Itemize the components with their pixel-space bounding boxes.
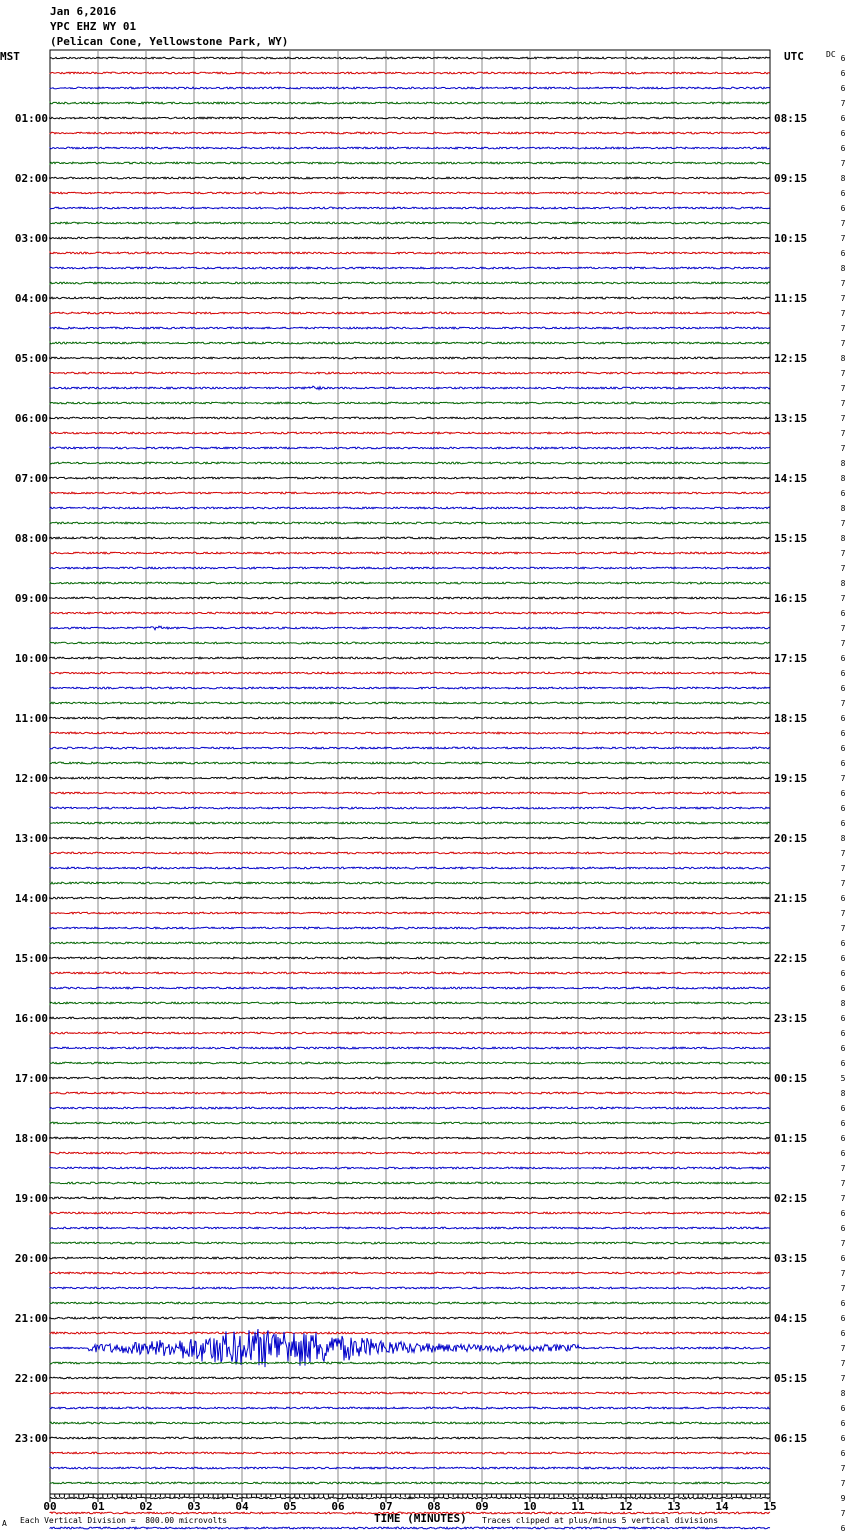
seismic-trace bbox=[50, 1242, 770, 1244]
dc-offset-label: 7 bbox=[840, 1464, 846, 1473]
dc-offset-label: 6 bbox=[840, 1209, 846, 1218]
hour-label-utc: 13:15 bbox=[774, 412, 808, 425]
hour-label-mst: 22:00 bbox=[14, 1372, 48, 1385]
seismic-trace bbox=[50, 267, 770, 269]
dc-offset-label: 6 bbox=[840, 129, 846, 138]
dc-offset-label: 6 bbox=[840, 759, 846, 768]
seismic-trace bbox=[50, 582, 770, 584]
hour-label-utc: 19:15 bbox=[774, 772, 808, 785]
dc-offset-label: 6 bbox=[840, 1104, 846, 1113]
hour-label-mst: 14:00 bbox=[14, 892, 48, 905]
hour-label-utc: 04:15 bbox=[774, 1312, 808, 1325]
seismic-trace bbox=[50, 1227, 770, 1229]
dc-offset-label: 6 bbox=[840, 714, 846, 723]
dc-offset-label: 6 bbox=[840, 684, 846, 693]
dc-offset-label: 7 bbox=[840, 414, 846, 423]
seismic-trace bbox=[50, 1377, 770, 1379]
dc-offset-label: 6 bbox=[840, 489, 846, 498]
seismic-trace bbox=[50, 342, 770, 344]
seismic-trace bbox=[50, 626, 770, 630]
seismic-trace bbox=[50, 1167, 770, 1169]
seismic-trace bbox=[50, 867, 770, 869]
seismic-trace bbox=[50, 1317, 770, 1319]
hour-label-mst: 02:00 bbox=[14, 172, 48, 185]
right-timezone-label: UTC bbox=[784, 50, 804, 63]
dc-offset-label: 7 bbox=[840, 1284, 846, 1293]
dc-offset-label: 6 bbox=[840, 249, 846, 258]
dc-offset-label: 7 bbox=[840, 594, 846, 603]
dc-offset-label: 8 bbox=[840, 1389, 846, 1398]
seismic-trace bbox=[50, 1302, 770, 1304]
seismic-trace bbox=[50, 222, 770, 224]
dc-offset-label: 7 bbox=[840, 639, 846, 648]
hour-label-mst: 20:00 bbox=[14, 1252, 48, 1265]
seismic-trace bbox=[50, 297, 770, 299]
seismic-trace bbox=[50, 1287, 770, 1289]
dc-offset-label: 7 bbox=[840, 879, 846, 888]
seismic-trace bbox=[50, 942, 770, 944]
dc-offset-label: 6 bbox=[840, 1434, 846, 1443]
dc-offset-label: 6 bbox=[840, 819, 846, 828]
header-location: (Pelican Cone, Yellowstone Park, WY) bbox=[50, 35, 289, 48]
seismic-trace bbox=[50, 1077, 770, 1079]
dc-offset-label: 6 bbox=[840, 1404, 846, 1413]
dc-offset-label: 8 bbox=[840, 534, 846, 543]
hour-label-mst: 08:00 bbox=[14, 532, 48, 545]
dc-offset-label: 6 bbox=[840, 609, 846, 618]
dc-offset-label: 6 bbox=[840, 804, 846, 813]
dc-offset-label: 6 bbox=[840, 1029, 846, 1038]
hour-label-mst: 05:00 bbox=[14, 352, 48, 365]
seismic-trace bbox=[50, 1152, 770, 1154]
hour-label-utc: 05:15 bbox=[774, 1372, 808, 1385]
dc-offset-label: 7 bbox=[840, 849, 846, 858]
dc-offset-label: 6 bbox=[840, 144, 846, 153]
x-tick-label: 06 bbox=[331, 1500, 345, 1513]
dc-offset-label: 6 bbox=[840, 669, 846, 678]
dc-offset-label: 7 bbox=[840, 1359, 846, 1368]
hour-label-mst: 17:00 bbox=[14, 1072, 48, 1085]
hour-label-utc: 06:15 bbox=[774, 1432, 808, 1445]
seismic-trace bbox=[50, 162, 770, 164]
hour-label-mst: 10:00 bbox=[14, 652, 48, 665]
dc-offset-label: 6 bbox=[840, 729, 846, 738]
dc-offset-label: 6 bbox=[840, 969, 846, 978]
seismic-trace bbox=[50, 687, 770, 689]
seismic-trace bbox=[50, 1032, 770, 1034]
dc-offset-label: 6 bbox=[840, 1059, 846, 1068]
hour-label-mst: 11:00 bbox=[14, 712, 48, 725]
seismic-trace bbox=[50, 537, 770, 539]
seismic-trace bbox=[50, 1002, 770, 1004]
seismic-trace bbox=[50, 282, 770, 284]
hour-label-utc: 16:15 bbox=[774, 592, 808, 605]
x-tick-label: 13 bbox=[667, 1500, 681, 1513]
seismic-trace bbox=[50, 1062, 770, 1064]
hour-label-mst: 23:00 bbox=[14, 1432, 48, 1445]
hour-label-mst: 12:00 bbox=[14, 772, 48, 785]
hour-label-utc: 08:15 bbox=[774, 112, 808, 125]
header-station: YPC EHZ WY 01 bbox=[50, 20, 137, 33]
seismic-trace bbox=[50, 1332, 770, 1334]
dc-offset-label: 7 bbox=[840, 864, 846, 873]
dc-offset-label: 7 bbox=[840, 1509, 846, 1518]
dc-offset-label: 6 bbox=[840, 1314, 846, 1323]
seismic-trace bbox=[50, 132, 770, 134]
hour-label-utc: 15:15 bbox=[774, 532, 808, 545]
dc-offset-label: 7 bbox=[840, 429, 846, 438]
dc-offset-label: 6 bbox=[840, 54, 846, 63]
seismic-trace bbox=[50, 477, 770, 479]
seismic-trace bbox=[50, 252, 770, 254]
hour-label-mst: 16:00 bbox=[14, 1012, 48, 1025]
x-tick-label: 03 bbox=[187, 1500, 201, 1513]
seismic-trace bbox=[50, 897, 770, 899]
dc-offset-label: 7 bbox=[840, 339, 846, 348]
seismic-trace bbox=[50, 1047, 770, 1049]
seismic-trace bbox=[50, 1107, 770, 1109]
dc-offset-label: 7 bbox=[840, 564, 846, 573]
seismic-trace bbox=[50, 492, 770, 494]
dc-offset-label: 7 bbox=[840, 909, 846, 918]
x-tick-label: 05 bbox=[283, 1500, 297, 1513]
hour-label-utc: 10:15 bbox=[774, 232, 808, 245]
hour-label-mst: 21:00 bbox=[14, 1312, 48, 1325]
dc-offset-label: 8 bbox=[840, 174, 846, 183]
seismic-trace bbox=[50, 312, 770, 314]
dc-offset-label: 6 bbox=[840, 654, 846, 663]
seismic-trace bbox=[50, 1329, 770, 1367]
dc-offset-label: 7 bbox=[840, 774, 846, 783]
dc-offset-label: 6 bbox=[840, 1299, 846, 1308]
hour-label-utc: 12:15 bbox=[774, 352, 808, 365]
seismic-trace bbox=[50, 1392, 770, 1394]
hour-label-utc: 03:15 bbox=[774, 1252, 808, 1265]
dc-offset-label: 5 bbox=[840, 1074, 846, 1083]
hour-label-utc: 02:15 bbox=[774, 1192, 808, 1205]
dc-offset-label: 6 bbox=[840, 744, 846, 753]
corner-mark: A bbox=[2, 1519, 7, 1528]
hour-label-mst: 15:00 bbox=[14, 952, 48, 965]
hour-label-mst: 13:00 bbox=[14, 832, 48, 845]
seismic-trace bbox=[50, 327, 770, 329]
seismic-trace bbox=[50, 762, 770, 764]
dc-offset-label: 7 bbox=[840, 1239, 846, 1248]
dc-label: DC bbox=[826, 50, 836, 59]
dc-offset-label: 7 bbox=[840, 369, 846, 378]
hour-label-mst: 07:00 bbox=[14, 472, 48, 485]
dc-offset-label: 6 bbox=[840, 1149, 846, 1158]
hour-label-utc: 22:15 bbox=[774, 952, 808, 965]
seismic-trace bbox=[50, 642, 770, 644]
seismic-trace bbox=[50, 102, 770, 104]
seismic-trace bbox=[50, 657, 770, 659]
hour-label-mst: 04:00 bbox=[14, 292, 48, 305]
dc-offset-label: 7 bbox=[840, 324, 846, 333]
dc-offset-label: 8 bbox=[840, 264, 846, 273]
seismic-trace bbox=[50, 552, 770, 554]
seismic-trace bbox=[50, 1362, 770, 1364]
dc-offset-label: 6 bbox=[840, 84, 846, 93]
seismic-trace bbox=[50, 237, 770, 239]
x-tick-label: 10 bbox=[523, 1500, 537, 1513]
dc-offset-label: 7 bbox=[840, 309, 846, 318]
dc-offset-label: 6 bbox=[840, 1524, 846, 1533]
seismic-trace bbox=[50, 837, 770, 839]
hour-label-utc: 09:15 bbox=[774, 172, 808, 185]
hour-label-mst: 18:00 bbox=[14, 1132, 48, 1145]
seismic-trace bbox=[50, 117, 770, 119]
dc-offset-label: 6 bbox=[840, 1254, 846, 1263]
x-tick-label: 14 bbox=[715, 1500, 729, 1513]
seismic-trace bbox=[50, 672, 770, 674]
seismic-trace bbox=[50, 147, 770, 149]
dc-offset-label: 6 bbox=[840, 954, 846, 963]
dc-offset-label: 7 bbox=[840, 1269, 846, 1278]
dc-offset-label: 6 bbox=[840, 984, 846, 993]
seismic-trace bbox=[50, 1257, 770, 1259]
dc-offset-label: 7 bbox=[840, 279, 846, 288]
dc-offset-label: 8 bbox=[840, 834, 846, 843]
seismic-trace bbox=[50, 1197, 770, 1199]
dc-offset-label: 6 bbox=[840, 1014, 846, 1023]
dc-offset-label: 7 bbox=[840, 1479, 846, 1488]
hour-label-mst: 09:00 bbox=[14, 592, 48, 605]
dc-offset-label: 6 bbox=[840, 1224, 846, 1233]
dc-offset-label: 7 bbox=[840, 294, 846, 303]
seismic-trace bbox=[50, 372, 770, 374]
seismic-trace bbox=[50, 87, 770, 89]
seismic-trace bbox=[50, 402, 770, 404]
dc-offset-label: 6 bbox=[840, 1419, 846, 1428]
seismic-trace bbox=[50, 386, 770, 389]
x-tick-label: 12 bbox=[619, 1500, 633, 1513]
seismic-trace bbox=[50, 1122, 770, 1124]
x-tick-label: 07 bbox=[379, 1500, 393, 1513]
seismic-trace bbox=[50, 927, 770, 929]
dc-offset-label: 8 bbox=[840, 1089, 846, 1098]
dc-offset-label: 8 bbox=[840, 354, 846, 363]
dc-offset-label: 7 bbox=[840, 1179, 846, 1188]
header-date: Jan 6,2016 bbox=[50, 5, 117, 18]
dc-offset-label: 8 bbox=[840, 579, 846, 588]
x-tick-label: 02 bbox=[139, 1500, 153, 1513]
seismic-trace bbox=[50, 1527, 770, 1529]
seismic-trace bbox=[50, 597, 770, 599]
clip-note: Traces clipped at plus/minus 5 vertical divisions bbox=[482, 1516, 719, 1525]
dc-offset-label: 7 bbox=[840, 1344, 846, 1353]
dc-offset-label: 6 bbox=[840, 1044, 846, 1053]
x-tick-label: 15 bbox=[763, 1500, 777, 1513]
dc-offset-label: 6 bbox=[840, 894, 846, 903]
dc-offset-label: 6 bbox=[840, 1119, 846, 1128]
seismic-trace bbox=[50, 567, 770, 569]
dc-offset-label: 6 bbox=[840, 189, 846, 198]
seismic-trace bbox=[50, 1422, 770, 1424]
x-tick-label: 08 bbox=[427, 1500, 441, 1513]
x-tick-label: 00 bbox=[43, 1500, 57, 1513]
seismic-trace bbox=[50, 1272, 770, 1274]
seismic-trace bbox=[50, 972, 770, 974]
seismic-trace bbox=[50, 522, 770, 524]
dc-offset-label: 6 bbox=[840, 114, 846, 123]
hour-label-mst: 03:00 bbox=[14, 232, 48, 245]
seismic-trace bbox=[50, 732, 770, 734]
seismic-trace bbox=[50, 612, 770, 614]
dc-offset-label: 7 bbox=[840, 519, 846, 528]
seismic-trace bbox=[50, 1407, 770, 1409]
hour-label-mst: 19:00 bbox=[14, 1192, 48, 1205]
seismic-trace bbox=[50, 192, 770, 194]
x-axis-label: TIME (MINUTES) bbox=[374, 1512, 467, 1525]
seismic-trace bbox=[50, 207, 770, 209]
seismic-trace bbox=[50, 357, 770, 359]
seismic-trace bbox=[50, 1467, 770, 1469]
seismic-trace bbox=[50, 747, 770, 749]
dc-offset-label: 7 bbox=[840, 159, 846, 168]
seismic-trace bbox=[50, 57, 770, 59]
hour-label-utc: 14:15 bbox=[774, 472, 808, 485]
dc-offset-label: 7 bbox=[840, 384, 846, 393]
seismic-trace bbox=[50, 1017, 770, 1019]
seismic-trace bbox=[50, 852, 770, 854]
dc-offset-label: 7 bbox=[840, 624, 846, 633]
seismic-trace bbox=[50, 1092, 770, 1094]
scale-note: Each Vertical Division = 800.00 microvolts bbox=[20, 1516, 228, 1525]
seismic-trace bbox=[50, 177, 770, 179]
seismic-trace bbox=[50, 417, 770, 419]
seismic-trace bbox=[50, 1182, 770, 1184]
dc-offset-label: 9 bbox=[840, 1494, 846, 1503]
dc-offset-label: 7 bbox=[840, 699, 846, 708]
seismic-trace bbox=[50, 1137, 770, 1139]
dc-offset-label: 6 bbox=[840, 69, 846, 78]
dc-offset-label: 8 bbox=[840, 999, 846, 1008]
hour-label-utc: 20:15 bbox=[774, 832, 808, 845]
dc-offset-label: 7 bbox=[840, 1374, 846, 1383]
seismic-trace bbox=[50, 957, 770, 959]
hour-label-utc: 11:15 bbox=[774, 292, 808, 305]
seismic-trace bbox=[50, 807, 770, 809]
dc-offset-label: 7 bbox=[840, 234, 846, 243]
dc-offset-label: 6 bbox=[840, 1134, 846, 1143]
x-tick-label: 04 bbox=[235, 1500, 249, 1513]
seismic-trace bbox=[50, 717, 770, 719]
dc-offset-label: 7 bbox=[840, 549, 846, 558]
seismic-trace bbox=[50, 72, 770, 74]
seismic-trace bbox=[50, 912, 770, 914]
dc-offset-label: 7 bbox=[840, 444, 846, 453]
dc-offset-label: 6 bbox=[840, 204, 846, 213]
dc-offset-label: 7 bbox=[840, 924, 846, 933]
seismic-trace bbox=[50, 1212, 770, 1214]
seismic-trace bbox=[50, 1437, 770, 1439]
seismic-trace bbox=[50, 777, 770, 779]
dc-offset-label: 8 bbox=[840, 459, 846, 468]
dc-offset-label: 7 bbox=[840, 219, 846, 228]
seismic-trace bbox=[50, 462, 770, 464]
hour-label-utc: 21:15 bbox=[774, 892, 808, 905]
dc-offset-label: 8 bbox=[840, 474, 846, 483]
seismic-trace bbox=[50, 822, 770, 824]
x-tick-label: 09 bbox=[475, 1500, 489, 1513]
seismic-trace bbox=[50, 1452, 770, 1454]
dc-offset-label: 6 bbox=[840, 939, 846, 948]
x-tick-label: 11 bbox=[571, 1500, 585, 1513]
dc-offset-label: 7 bbox=[840, 1194, 846, 1203]
x-tick-label: 01 bbox=[91, 1500, 105, 1513]
seismic-trace bbox=[50, 702, 770, 704]
seismic-trace bbox=[50, 432, 770, 434]
dc-offset-label: 8 bbox=[840, 504, 846, 513]
dc-offset-label: 6 bbox=[840, 1329, 846, 1338]
seismic-trace bbox=[50, 987, 770, 989]
dc-offset-label: 7 bbox=[840, 1164, 846, 1173]
seismic-trace bbox=[50, 882, 770, 884]
seismic-trace bbox=[50, 792, 770, 794]
hour-label-utc: 17:15 bbox=[774, 652, 808, 665]
left-timezone-label: MST bbox=[0, 50, 20, 63]
dc-offset-label: 6 bbox=[840, 1449, 846, 1458]
hour-label-utc: 01:15 bbox=[774, 1132, 808, 1145]
dc-offset-label: 7 bbox=[840, 99, 846, 108]
seismic-trace bbox=[50, 1482, 770, 1484]
dc-offset-label: 7 bbox=[840, 399, 846, 408]
seismic-trace bbox=[50, 447, 770, 449]
plot-frame bbox=[50, 50, 770, 1494]
hour-label-utc: 18:15 bbox=[774, 712, 808, 725]
dc-offset-label: 6 bbox=[840, 789, 846, 798]
hour-label-mst: 01:00 bbox=[14, 112, 48, 125]
hour-label-mst: 06:00 bbox=[14, 412, 48, 425]
seismic-trace bbox=[50, 507, 770, 509]
hour-label-utc: 00:15 bbox=[774, 1072, 808, 1085]
hour-label-utc: 23:15 bbox=[774, 1012, 808, 1025]
